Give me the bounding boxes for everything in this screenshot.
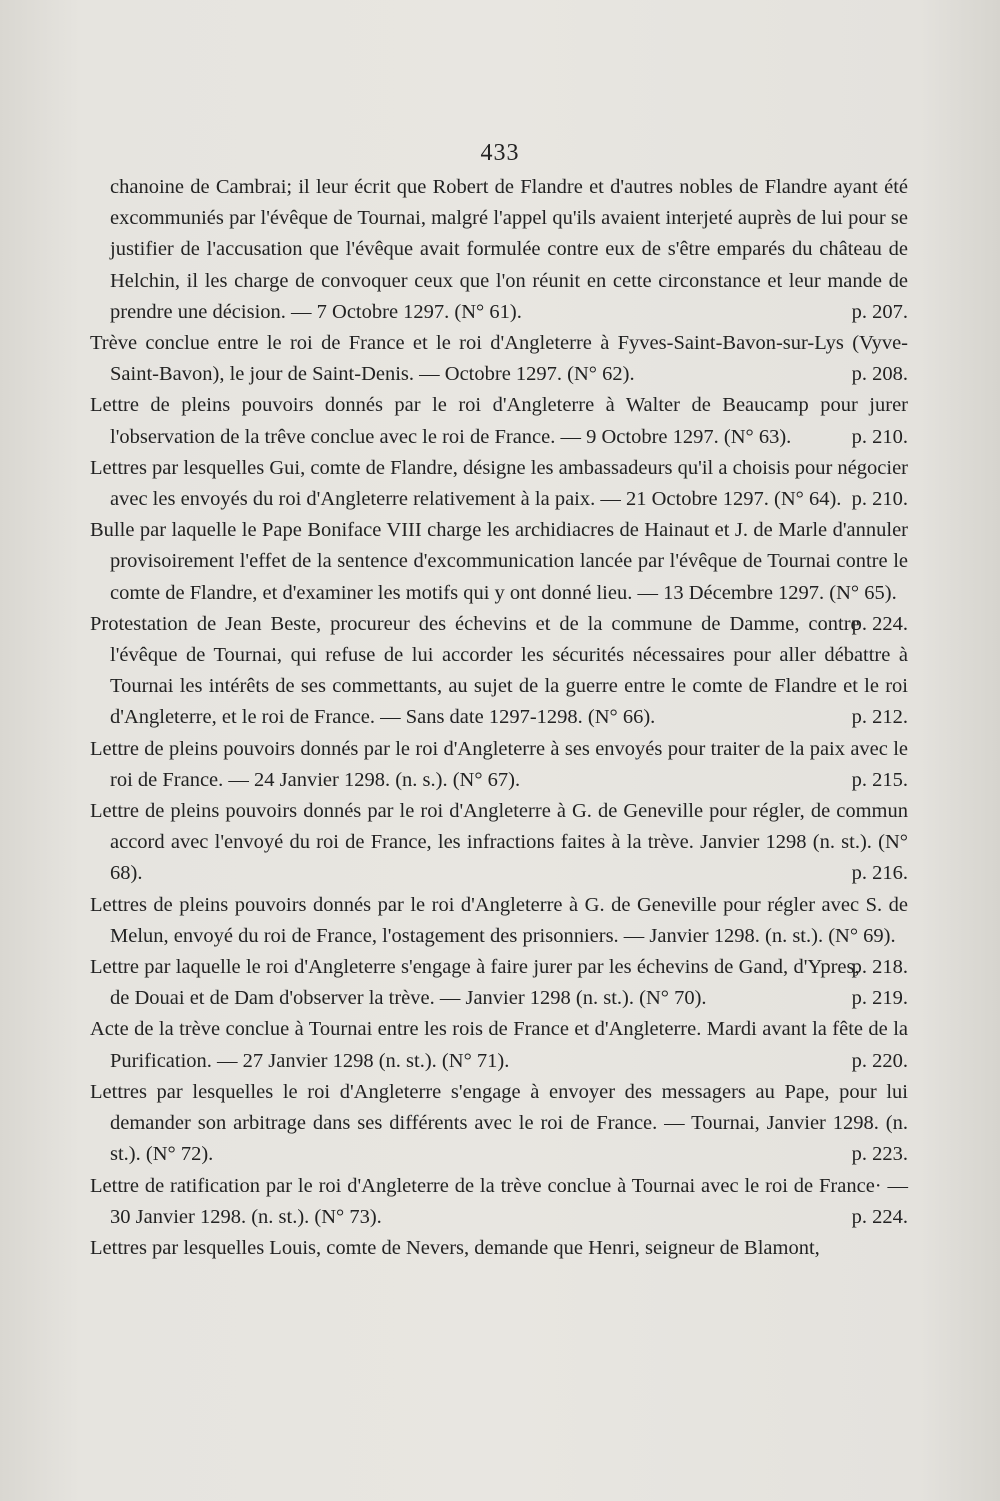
list-item bbox=[90, 796, 908, 890]
page-reference: p. 207. bbox=[851, 300, 908, 323]
list-item bbox=[90, 952, 908, 1014]
list-item bbox=[90, 453, 908, 515]
entry-text: Trève conclue entre le roi de France et le roi d'Angleterre à Fyves-Saint-Bavon-sur-Lys (Vyve-Saint-Bavon), le jour de Saint-Denis. — Octobre 1297. (N° 62). bbox=[90, 332, 908, 386]
entry-text: Lettre par laquelle le roi d'Angleterre s'engage à faire jurer par les échevins de Gand, d'Ypres, de Douai et de Dam d'observer la trève. — Janvier 1298 (n. st.). (N° 70). bbox=[90, 956, 860, 1010]
page-number: 433 bbox=[480, 140, 520, 166]
page-reference: p. 208. bbox=[851, 363, 908, 386]
list-item bbox=[90, 515, 908, 635]
page-reference: p. 224. bbox=[851, 1205, 908, 1228]
entry-text: Protestation de Jean Beste, procureur des échevins et de la commune de Damme, contre l'évêque de Tournai, qui refuse de lui accorder les sécurités nécessaires pour aller débattre à Tournai les intérêts de ses commettants, au sujet de la guerre entre le comte de Flandre et le roi d'Angleterre, et le roi de France. — Sans date 1297-1298. (N° 66). bbox=[90, 612, 908, 729]
entry-text: chanoine de Cambrai; il leur écrit que Robert de Flandre et d'autres nobles de Flandre ayant été excommuniés par l'évêque de Tournai, malgré l'appel qu'ils avaient interjeté auprès de lui pour se justifier de l'accusation que l'évêque avait formulée contre eux de s'être emparés du château de Helchin, il les charge de convoquer ceux que l'on réunit en cette circonstance et leur mande de prendre une décision. — 7 Octobre 1297. (N° 61). bbox=[110, 176, 908, 323]
list-item bbox=[90, 1077, 908, 1171]
entry-text: Bulle par laquelle le Pape Boniface VIII charge les archidiacres de Hainaut et J. de Marle d'annuler provisoirement l'effet de la sentence d'excommunication lancée par l'évêque de Tournai contre le comte de Flandre, et d'examiner les motifs qui y ont donné lieu. — 13 Décembre 1297. (N° 65). bbox=[90, 519, 908, 604]
page-reference: p. 218. bbox=[851, 956, 908, 979]
page-reference: p. 223. bbox=[851, 1143, 908, 1166]
list-item bbox=[90, 609, 908, 734]
entry-list bbox=[90, 172, 908, 1264]
page-reference: p. 212. bbox=[851, 706, 908, 729]
list-item bbox=[90, 734, 908, 796]
page-reference: p. 219. bbox=[851, 987, 908, 1010]
entry-text: Lettres de pleins pouvoirs donnés par le roi d'Angleterre à G. de Geneville pour régler avec S. de Melun, envoyé du roi de France, l'ostagement des prisonniers. — Janvier 1298. (n. st.). (N° 69). bbox=[90, 893, 908, 947]
entry-text: Acte de la trève conclue à Tournai entre les rois de France et d'Angleterre. Mardi avant la fête de la Purification. — 27 Janvier 1298 (n. st.). (N° 71). bbox=[90, 1018, 908, 1072]
page-reference: p. 215. bbox=[851, 768, 908, 791]
entry-text: Lettres par lesquelles Louis, comte de Nevers, demande que Henri, seigneur de Blamont, bbox=[90, 1236, 820, 1259]
page-reference: p. 224. bbox=[851, 612, 908, 635]
entry-text: Lettres par lesquelles le roi d'Angleterre s'engage à envoyer des messagers au Pape, pour lui demander son arbitrage dans ses différents avec le roi de France. — Tournai, Janvier 1298. (n. st.). (N° 72). bbox=[90, 1080, 908, 1166]
entry-text: Lettre de pleins pouvoirs donnés par le roi d'Angleterre à G. de Geneville pour régler, de commun accord avec l'envoyé du roi de France, les infractions faites à la trève. Janvier 1298 (n. st.). (N° 68). bbox=[90, 800, 908, 885]
list-item bbox=[90, 1014, 908, 1076]
page-reference: p. 220. bbox=[851, 1049, 908, 1072]
list-item bbox=[90, 890, 908, 979]
page-reference: p. 210. bbox=[851, 425, 908, 448]
list-item bbox=[90, 1233, 908, 1264]
entry-text: Lettres par lesquelles Gui, comte de Flandre, désigne les ambassadeurs qu'il a choisis pour négocier avec les envoyés du roi d'Angleterre relativement à la paix. — 21 Octobre 1297. (N° 64). bbox=[90, 456, 908, 511]
entry-text: Lettre de ratification par le roi d'Angleterre de la trève conclue à Tournai avec le roi de France· — 30 Janvier 1298. (n. st.). (N° 73). bbox=[90, 1174, 908, 1228]
entry-text: Lettre de pleins pouvoirs donnés par le roi d'Angleterre à ses envoyés pour traiter de la paix avec le roi de France. — 24 Janvier 1298. (n. s.). (N° 67). bbox=[90, 737, 908, 791]
page-reference: p. 210. bbox=[851, 488, 908, 511]
entry-text: Lettre de pleins pouvoirs donnés par le roi d'Angleterre à Walter de Beaucamp pour jurer l'observation de la trêve conclue avec le roi de France. — 9 Octobre 1297. (N° 63). bbox=[90, 394, 908, 448]
list-item bbox=[90, 172, 908, 328]
list-item bbox=[90, 390, 908, 452]
page-reference: p. 216. bbox=[851, 862, 908, 885]
list-item bbox=[90, 1171, 908, 1233]
list-item bbox=[90, 328, 908, 390]
